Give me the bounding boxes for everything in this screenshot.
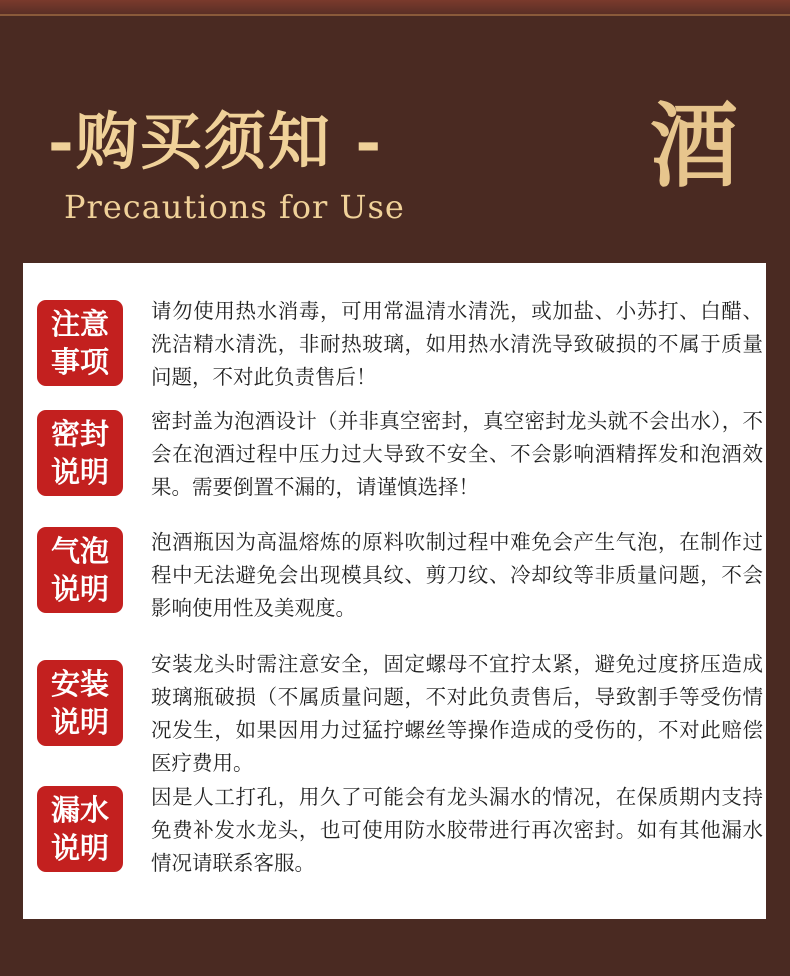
top-decorative-bar: [0, 0, 790, 16]
page-subtitle: Precautions for Use: [64, 188, 405, 226]
badge-leak: [37, 786, 123, 872]
badge-bubble: [37, 527, 123, 613]
badge-line-1: 气泡: [50, 534, 109, 568]
page-title: -购买须知 -: [48, 105, 384, 178]
item-text: 因是人工打孔，用久了可能会有龙头漏水的情况，在保质期内支持免费补发水龙头，也可使用防水胶带进行再次密封。如有其他漏水情况请联系客服。: [151, 785, 763, 875]
badge-line-2: 说明: [50, 572, 109, 606]
seal-character: 酒: [650, 92, 738, 200]
badge-line-1: 密封: [50, 417, 109, 451]
item-text: 安装龙头时需注意安全，固定螺母不宜拧太紧，避免过度挤压造成玻璃瓶破损（不属质量问题，不对此负责售后，导致割手等受伤情况发生，如果因用力过猛拧螺丝等操作造成的受伤的，不对此赔偿医疗费用。: [151, 652, 763, 775]
item-text: 泡酒瓶因为高温熔炼的原料吹制过程中难免会产生气泡，在制作过程中无法避免会出现模具纹、剪刀纹、冷却纹等非质量问题，不会影响使用性及美观度。: [151, 530, 763, 620]
badge-seal: [37, 410, 123, 496]
badge-install: [37, 660, 123, 746]
badge-line-1: 漏水: [50, 793, 109, 827]
badge-line-2: 事项: [50, 345, 109, 379]
precautions-panel: [23, 263, 766, 919]
badge-line-1: 注意: [50, 307, 109, 341]
badge-line-2: 说明: [50, 705, 109, 739]
badge-attention: [37, 300, 123, 386]
badge-line-1: 安装: [50, 667, 109, 701]
item-text: 密封盖为泡酒设计（并非真空密封，真空密封龙头就不会出水），不会在泡酒过程中压力过大导致不安全、不会影响酒精挥发和泡酒效果。需要倒置不漏的，请谨慎选择！: [151, 409, 763, 499]
wine-seal-logo: [648, 94, 740, 198]
badge-line-2: 说明: [50, 455, 109, 489]
item-text: 请勿使用热水消毒，可用常温清水清洗，或加盐、小苏打、白醋、洗洁精水清洗，非耐热玻璃，如用热水清洗导致破损的不属于质量问题，不对此负责售后！: [151, 299, 763, 389]
badge-line-2: 说明: [50, 831, 109, 865]
